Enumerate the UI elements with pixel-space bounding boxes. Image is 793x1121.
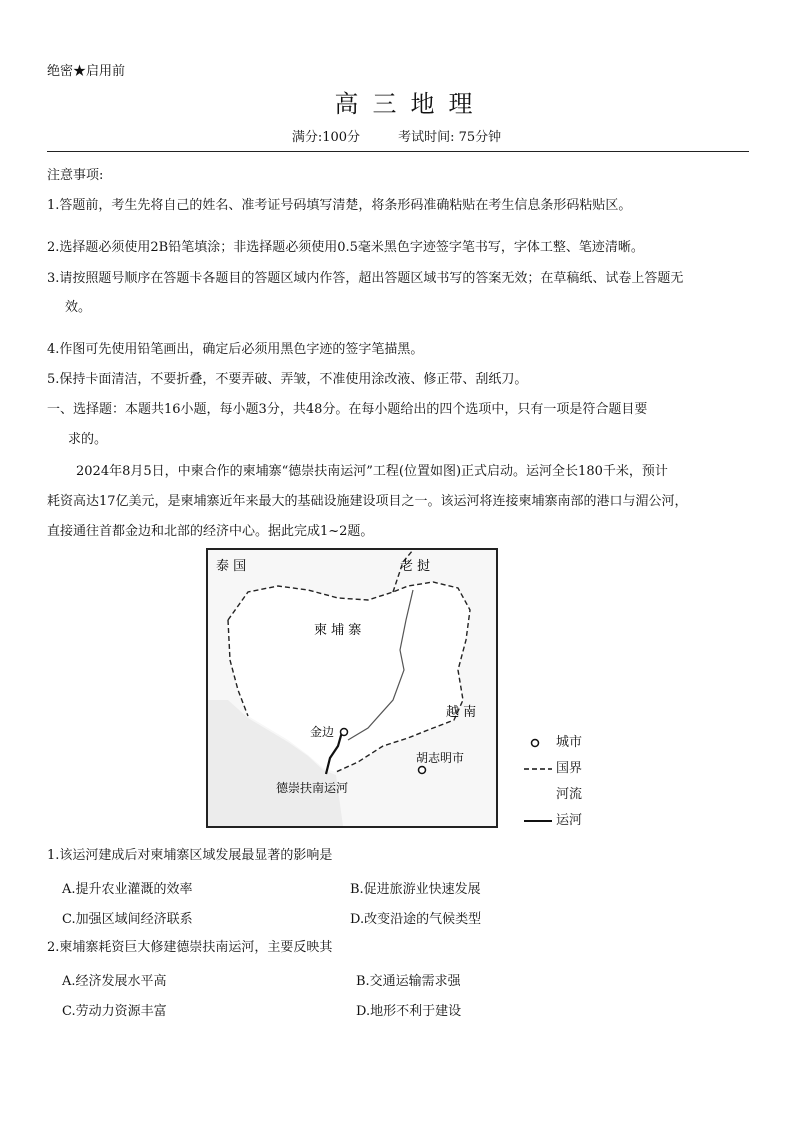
passage-line-1: 2024年8月5日，中柬合作的柬埔寨“德崇扶南运河”工程(位置如图)正式启动。运河全长180千米，预计 [76, 464, 668, 479]
label-hcmc: 胡志明市 [416, 751, 465, 765]
question-2-option-b: B.交通运输需求强 [356, 974, 461, 989]
map-legend [524, 730, 582, 834]
legend-border [524, 756, 582, 782]
exam-time: 考试时间: 75分钟 [398, 130, 502, 145]
passage-line-3: 直接通往首都金边和北部的经济中心。据此完成1~2题。 [47, 524, 374, 539]
exam-meta [0, 126, 793, 145]
legend-city-label: 城市 [556, 735, 583, 750]
notice-item-3: 3.请按照题号顺序在答题卡各题目的答题区域内作答，超出答题区域书写的答案无效；在草稿纸、试卷上答题无 [47, 271, 684, 286]
question-2-option-a: A.经济发展水平高 [62, 974, 167, 989]
question-1-option-d: D.改变沿途的气候类型 [350, 912, 482, 927]
legend-river-label: 河流 [556, 787, 583, 802]
label-cambodia: 柬 埔 寨 [314, 623, 362, 638]
question-1-option-a: A.提升农业灌溉的效率 [62, 882, 193, 897]
legend-river [524, 782, 582, 808]
section-heading: 一、选择题：本题共16小题，每小题3分，共48分。在每小题给出的四个选项中，只有一项是符合题目要 [47, 402, 648, 417]
question-1-option-c: C.加强区域间经济联系 [62, 912, 193, 927]
label-laos: 老 挝 [400, 559, 431, 574]
notice-item-4: 4.作图可先使用铅笔画出，确定后必须用黑色字迹的签字笔描黑。 [47, 342, 424, 357]
section-heading-cont: 求的。 [68, 432, 108, 447]
legend-canal [524, 808, 582, 834]
question-2-option-d: D.地形不利于建设 [356, 1004, 462, 1019]
question-2-option-c: C.劳动力资源丰富 [62, 1004, 167, 1019]
legend-canal-label: 运河 [556, 813, 583, 828]
label-phnom-penh: 金边 [310, 725, 335, 739]
header-divider [47, 151, 749, 152]
exam-title: 高三地理 [334, 90, 487, 118]
notice-item-2: 2.选择题必须使用2B铅笔填涂；非选择题必须使用0.5毫米黑色字迹签字笔书写，字体工整、笔迹清晰。 [47, 240, 644, 255]
hcmc-city [419, 767, 426, 774]
question-2-stem: 2.柬埔寨耗资巨大修建德崇扶南运河，主要反映其 [47, 940, 333, 955]
notice-item-3-cont: 效。 [65, 300, 92, 315]
legend-border-label: 国界 [556, 761, 583, 776]
label-vietnam: 越 南 [446, 705, 477, 720]
full-score: 满分:100分 [291, 130, 361, 145]
passage-line-2: 耗资高达17亿美元，是柬埔寨近年来最大的基础设施建设项目之一。该运河将连接柬埔寨南部的港口与湄公河， [47, 494, 688, 509]
legend-city [524, 730, 582, 756]
confidential-mark: 绝密★启用前 [47, 64, 126, 79]
city-symbol-icon [524, 730, 556, 756]
label-thailand: 泰 国 [216, 559, 247, 574]
notice-heading: 注意事项: [47, 168, 104, 183]
question-1-stem: 1.该运河建成后对柬埔寨区域发展最显著的影响是 [47, 848, 333, 863]
border-symbol-icon [524, 756, 556, 782]
phnom-penh-city [341, 729, 348, 736]
question-1-option-b: B.促进旅游业快速发展 [350, 882, 481, 897]
cambodia-map [206, 548, 498, 828]
river-symbol-icon [524, 782, 556, 808]
notice-item-1: 1.答题前，考生先将自己的姓名、准考证号码填写清楚，将条形码准确粘贴在考生信息条形码粘贴区。 [47, 198, 632, 213]
notice-item-5: 5.保持卡面清洁，不要折叠，不要弄破、弄皱，不准使用涂改液、修正带、刮纸刀。 [47, 372, 528, 387]
label-canal: 德崇扶南运河 [276, 781, 349, 795]
canal-symbol-icon [524, 808, 556, 834]
